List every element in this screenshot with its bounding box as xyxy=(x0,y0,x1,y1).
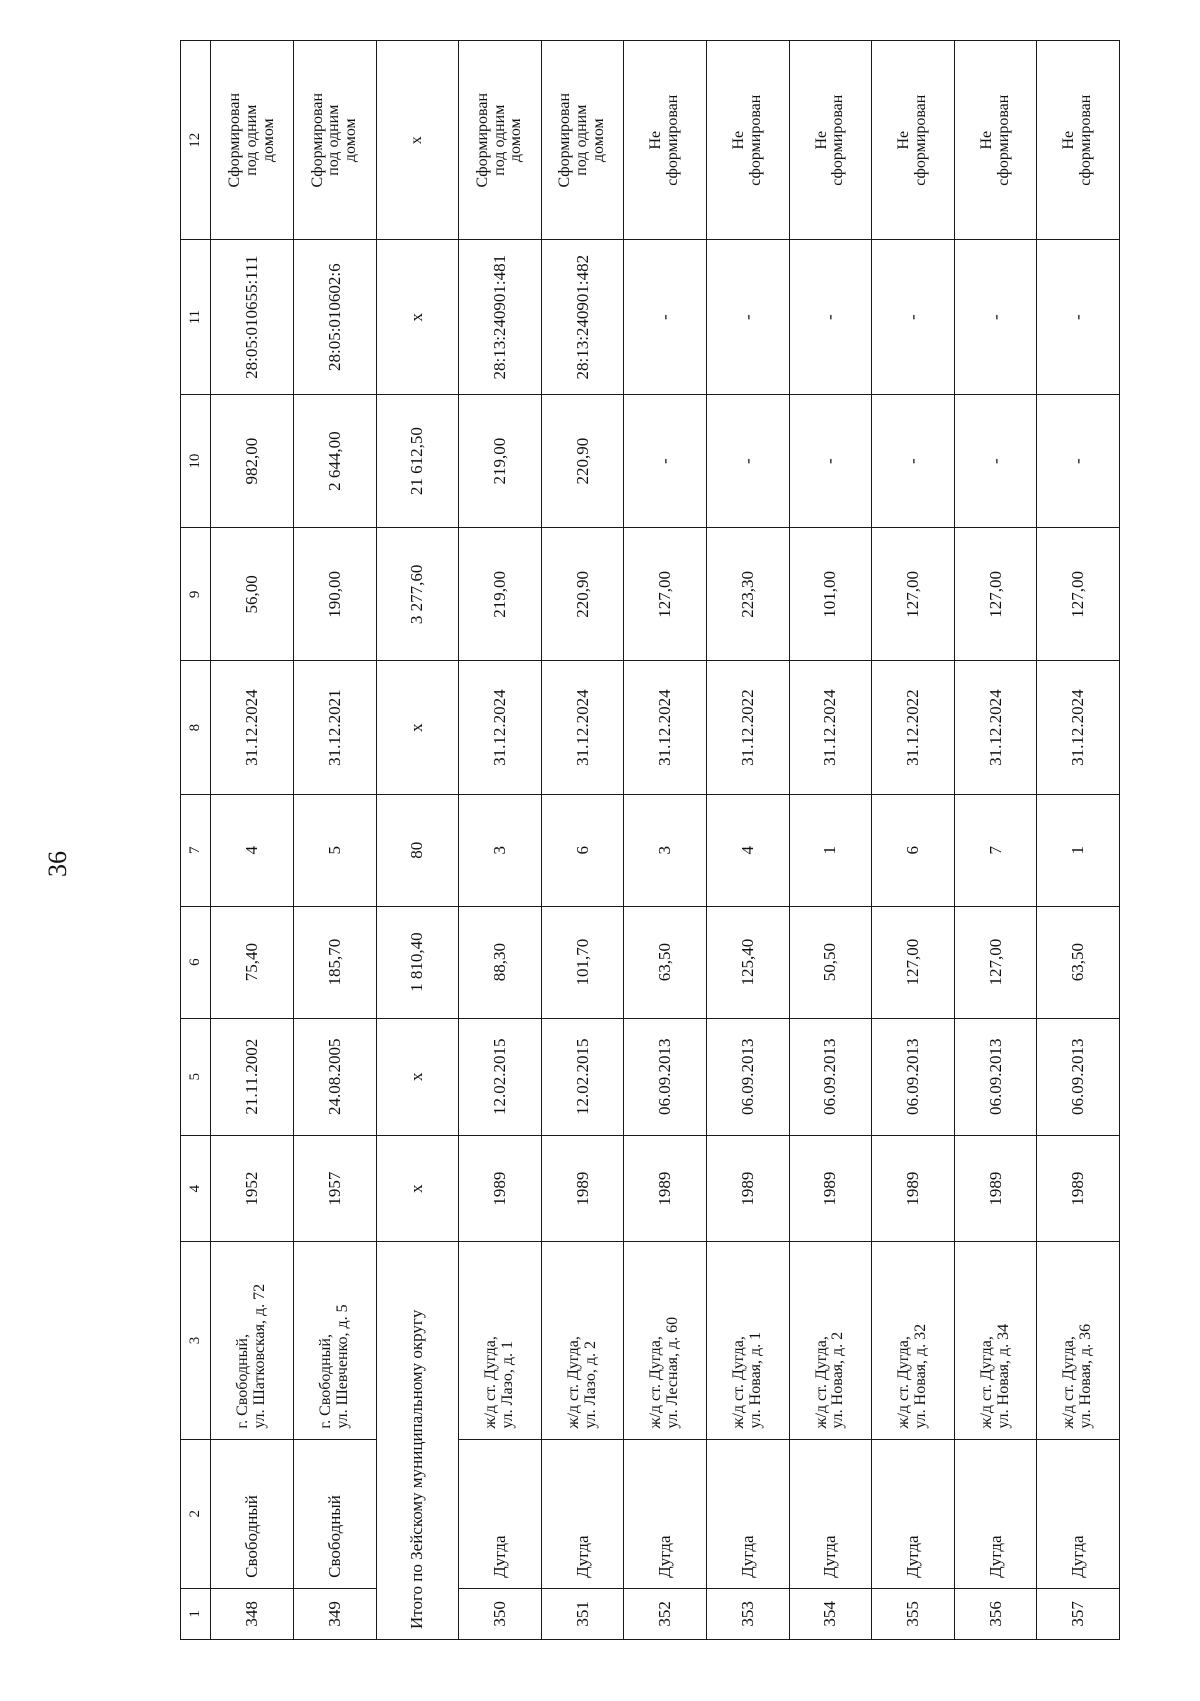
build-year: 1952 xyxy=(211,1135,294,1242)
status-line: Сформирован xyxy=(308,92,326,188)
land-status xyxy=(954,41,1037,240)
address xyxy=(789,1242,872,1439)
cadastral-number: - xyxy=(872,240,955,395)
build-year: 1989 xyxy=(624,1135,707,1242)
address-line: ж/д ст. Дугда, xyxy=(812,1336,830,1429)
recognition-date: 24.08.2005 xyxy=(294,1018,377,1135)
address-line: ул. Лесная, д. 60 xyxy=(664,1316,682,1429)
cadastral-number: 28:13:240901:481 xyxy=(459,240,542,395)
address-line: ж/д ст. Дугда, xyxy=(895,1336,913,1429)
address-line: ж/д ст. Дугда, xyxy=(1060,1336,1078,1429)
row-number: 352 xyxy=(624,1588,707,1639)
status-line: под одним xyxy=(490,104,508,176)
row-number: 351 xyxy=(541,1588,624,1639)
recognition-date: 06.09.2013 xyxy=(1037,1018,1120,1135)
status-line: Сформирован xyxy=(226,92,244,188)
address xyxy=(211,1242,294,1439)
residents-count: 6 xyxy=(541,794,624,906)
land-area-1: 127,00 xyxy=(1037,528,1120,661)
status-line: сформирован xyxy=(994,94,1012,186)
cadastral-number: - xyxy=(624,240,707,395)
header-cell: 5 xyxy=(181,1018,211,1135)
address xyxy=(954,1242,1037,1439)
row-number: 349 xyxy=(294,1588,377,1639)
residents-count: 1 xyxy=(789,794,872,906)
build-year: 1989 xyxy=(954,1135,1037,1242)
recognition-date: 06.09.2013 xyxy=(624,1018,707,1135)
planned-date: 31.12.2022 xyxy=(706,661,789,794)
table-row xyxy=(954,41,1037,1640)
residents-count: 4 xyxy=(211,794,294,906)
living-area: 127,00 xyxy=(872,906,955,1018)
living-area: 63,50 xyxy=(624,906,707,1018)
planned-date: 31.12.2024 xyxy=(211,661,294,794)
row-number: 355 xyxy=(872,1588,955,1639)
land-status xyxy=(789,41,872,240)
planned-date: 31.12.2024 xyxy=(624,661,707,794)
build-year: 1989 xyxy=(706,1135,789,1242)
address xyxy=(706,1242,789,1439)
land-area-1: 56,00 xyxy=(211,528,294,661)
cadastral-number: 28:05:010602:6 xyxy=(294,240,377,395)
status-line: домом xyxy=(342,118,360,163)
header-cell: 4 xyxy=(181,1135,211,1242)
status-line: Не xyxy=(647,130,665,150)
table-row xyxy=(1037,41,1120,1640)
settlement: Свободный xyxy=(294,1439,377,1588)
build-year: 1957 xyxy=(294,1135,377,1242)
planned-date: 31.12.2024 xyxy=(789,661,872,794)
status-line: Не xyxy=(895,130,913,150)
planned-date: 31.12.2024 xyxy=(954,661,1037,794)
header-cell: 11 xyxy=(181,240,211,395)
cadastral-number: 28:05:010655:111 xyxy=(211,240,294,395)
table-row xyxy=(541,41,624,1640)
planned-date: 31.12.2024 xyxy=(541,661,624,794)
land-status xyxy=(1037,41,1120,240)
land-area-2: 219,00 xyxy=(459,394,542,527)
address-line: ул. Новая, д. 2 xyxy=(829,1331,847,1429)
build-year: 1989 xyxy=(459,1135,542,1242)
land-area-2: 982,00 xyxy=(211,394,294,527)
living-area: 1 810,40 xyxy=(376,906,459,1018)
status-line: сформирован xyxy=(664,94,682,186)
land-area-1: 127,00 xyxy=(954,528,1037,661)
planned-date: 31.12.2024 xyxy=(459,661,542,794)
build-year: 1989 xyxy=(541,1135,624,1242)
address-line: ул. Лазо, д. 1 xyxy=(499,1341,516,1429)
living-area: 127,00 xyxy=(954,906,1037,1018)
recognition-date: 06.09.2013 xyxy=(872,1018,955,1135)
planned-date: 31.12.2021 xyxy=(294,661,377,794)
planned-date: 31.12.2024 xyxy=(1037,661,1120,794)
living-area: 88,30 xyxy=(459,906,542,1018)
cadastral-number: 28:13:240901:482 xyxy=(541,240,624,395)
table-row xyxy=(211,41,294,1640)
status-line: Не xyxy=(1060,130,1078,150)
address-line: ж/д ст. Дугда, xyxy=(729,1336,747,1429)
land-status xyxy=(376,41,459,240)
address xyxy=(541,1242,624,1439)
status-line: сформирован xyxy=(911,94,929,186)
page-number: 36 xyxy=(43,851,72,877)
row-number: 357 xyxy=(1037,1588,1120,1639)
residents-count: 7 xyxy=(954,794,1037,906)
residents-count: 80 xyxy=(376,794,459,906)
address-line: ул. Новая, д. 34 xyxy=(994,1323,1012,1429)
address-line: ж/д ст. Дугда, xyxy=(977,1336,995,1429)
row-number: 348 xyxy=(211,1588,294,1639)
address-line: г. Свободный, xyxy=(234,1334,252,1429)
address xyxy=(872,1242,955,1439)
residents-count: 3 xyxy=(624,794,707,906)
table-row xyxy=(459,41,542,1640)
status-line: сформирован xyxy=(746,94,764,186)
address-line: г. Свободный, xyxy=(317,1334,335,1429)
header-cell: 6 xyxy=(181,906,211,1018)
land-area-1: 219,00 xyxy=(459,528,542,661)
address-line: ул. Шатковская, д. 72 xyxy=(251,1283,269,1429)
build-year: х xyxy=(376,1135,459,1242)
status-line: под одним xyxy=(242,104,260,176)
recognition-date: 06.09.2013 xyxy=(954,1018,1037,1135)
land-area-2: 220,90 xyxy=(541,394,624,527)
recognition-date: 21.11.2002 xyxy=(211,1018,294,1135)
residents-count: 1 xyxy=(1037,794,1120,906)
status-line: Сформирован xyxy=(556,92,574,188)
status-line: домом xyxy=(259,118,277,163)
land-status xyxy=(294,41,377,240)
build-year: 1989 xyxy=(1037,1135,1120,1242)
land-area-2: - xyxy=(872,394,955,527)
living-area: 50,50 xyxy=(789,906,872,1018)
recognition-date: 12.02.2015 xyxy=(541,1018,624,1135)
land-status xyxy=(211,41,294,240)
land-area-2: 2 644,00 xyxy=(294,394,377,527)
cadastral-number: - xyxy=(789,240,872,395)
status-line: Не xyxy=(977,130,995,150)
header-cell: 12 xyxy=(181,41,211,240)
cadastral-number: - xyxy=(1037,240,1120,395)
header-row xyxy=(181,41,211,1640)
row-number: 353 xyxy=(706,1588,789,1639)
address-line: ж/д ст. Дугда, xyxy=(564,1336,582,1429)
living-area: 63,50 xyxy=(1037,906,1120,1018)
land-area-1: 101,00 xyxy=(789,528,872,661)
status-line: Не xyxy=(812,130,830,150)
planned-date: х xyxy=(376,661,459,794)
residents-count: 6 xyxy=(872,794,955,906)
total-label: Итого по Зейскому муниципальному округу xyxy=(376,1242,459,1640)
land-status xyxy=(624,41,707,240)
recognition-date: 06.09.2013 xyxy=(789,1018,872,1135)
land-area-1: 223,30 xyxy=(706,528,789,661)
status-line: Не xyxy=(729,130,747,150)
living-area: 185,70 xyxy=(294,906,377,1018)
address-line: ж/д ст. Дугда, xyxy=(482,1336,500,1429)
land-area-2: - xyxy=(954,394,1037,527)
land-status xyxy=(706,41,789,240)
land-area-1: 220,90 xyxy=(541,528,624,661)
table-row xyxy=(706,41,789,1640)
status-line: под одним xyxy=(325,104,343,176)
land-area-1: 3 277,60 xyxy=(376,528,459,661)
residents-count: 3 xyxy=(459,794,542,906)
header-cell: 9 xyxy=(181,528,211,661)
land-area-1: 127,00 xyxy=(624,528,707,661)
land-area-1: 127,00 xyxy=(872,528,955,661)
settlement: Дугда xyxy=(541,1439,624,1588)
header-cell: 10 xyxy=(181,394,211,527)
living-area: 125,40 xyxy=(706,906,789,1018)
address xyxy=(1037,1242,1120,1439)
settlement: Дугда xyxy=(706,1439,789,1588)
table-row xyxy=(789,41,872,1640)
table-row xyxy=(872,41,955,1640)
recognition-date: 06.09.2013 xyxy=(706,1018,789,1135)
row-number: 350 xyxy=(459,1588,542,1639)
table-row xyxy=(294,41,377,1640)
settlement: Свободный xyxy=(211,1439,294,1588)
header-cell: 2 xyxy=(181,1439,211,1588)
land-status xyxy=(459,41,542,240)
land-status xyxy=(872,41,955,240)
address xyxy=(624,1242,707,1439)
recognition-date: х xyxy=(376,1018,459,1135)
address-line: ул. Новая, д. 1 xyxy=(746,1331,764,1429)
status-line: домом xyxy=(589,118,607,163)
table-container xyxy=(180,40,1120,1640)
address-line: ул. Лазо, д. 2 xyxy=(581,1341,599,1429)
living-area: 101,70 xyxy=(541,906,624,1018)
build-year: 1989 xyxy=(789,1135,872,1242)
living-area: 75,40 xyxy=(211,906,294,1018)
status-line: домом xyxy=(507,118,525,163)
status-line: сформирован xyxy=(829,94,847,186)
cadastral-number: - xyxy=(706,240,789,395)
settlement: Дугда xyxy=(872,1439,955,1588)
cadastral-number: - xyxy=(954,240,1037,395)
address-line: ул. Шевченко, д. 5 xyxy=(333,1304,351,1429)
total-row xyxy=(376,41,459,1640)
status-line: Сформирован xyxy=(473,92,491,188)
row-number: 354 xyxy=(789,1588,872,1639)
status-line: сформирован xyxy=(1077,94,1095,186)
header-cell: 7 xyxy=(181,794,211,906)
header-cell: 1 xyxy=(181,1588,211,1639)
land-status xyxy=(541,41,624,240)
status-line: под одним xyxy=(573,104,591,176)
land-area-2: - xyxy=(706,394,789,527)
address xyxy=(459,1242,542,1439)
land-area-1: 190,00 xyxy=(294,528,377,661)
land-area-2: - xyxy=(789,394,872,527)
settlement: Дугда xyxy=(789,1439,872,1588)
recognition-date: 12.02.2015 xyxy=(459,1018,542,1135)
land-area-2: 21 612,50 xyxy=(376,394,459,527)
status-line: х xyxy=(408,136,425,145)
settlement: Дугда xyxy=(459,1439,542,1588)
header-cell: 3 xyxy=(181,1242,211,1439)
land-area-2: - xyxy=(624,394,707,527)
address-line: ул. Новая, д. 32 xyxy=(911,1323,929,1429)
housing-table xyxy=(180,40,1120,1640)
row-number: 356 xyxy=(954,1588,1037,1639)
residents-count: 5 xyxy=(294,794,377,906)
cadastral-number: х xyxy=(376,240,459,395)
header-cell: 8 xyxy=(181,661,211,794)
residents-count: 4 xyxy=(706,794,789,906)
address-line: ул. Новая, д. 36 xyxy=(1077,1323,1095,1429)
build-year: 1989 xyxy=(872,1135,955,1242)
table-row xyxy=(624,41,707,1640)
address-line: ж/д ст. Дугда, xyxy=(647,1336,665,1429)
settlement: Дугда xyxy=(1037,1439,1120,1588)
land-area-2: - xyxy=(1037,394,1120,527)
settlement: Дугда xyxy=(954,1439,1037,1588)
settlement: Дугда xyxy=(624,1439,707,1588)
planned-date: 31.12.2022 xyxy=(872,661,955,794)
address xyxy=(294,1242,377,1439)
